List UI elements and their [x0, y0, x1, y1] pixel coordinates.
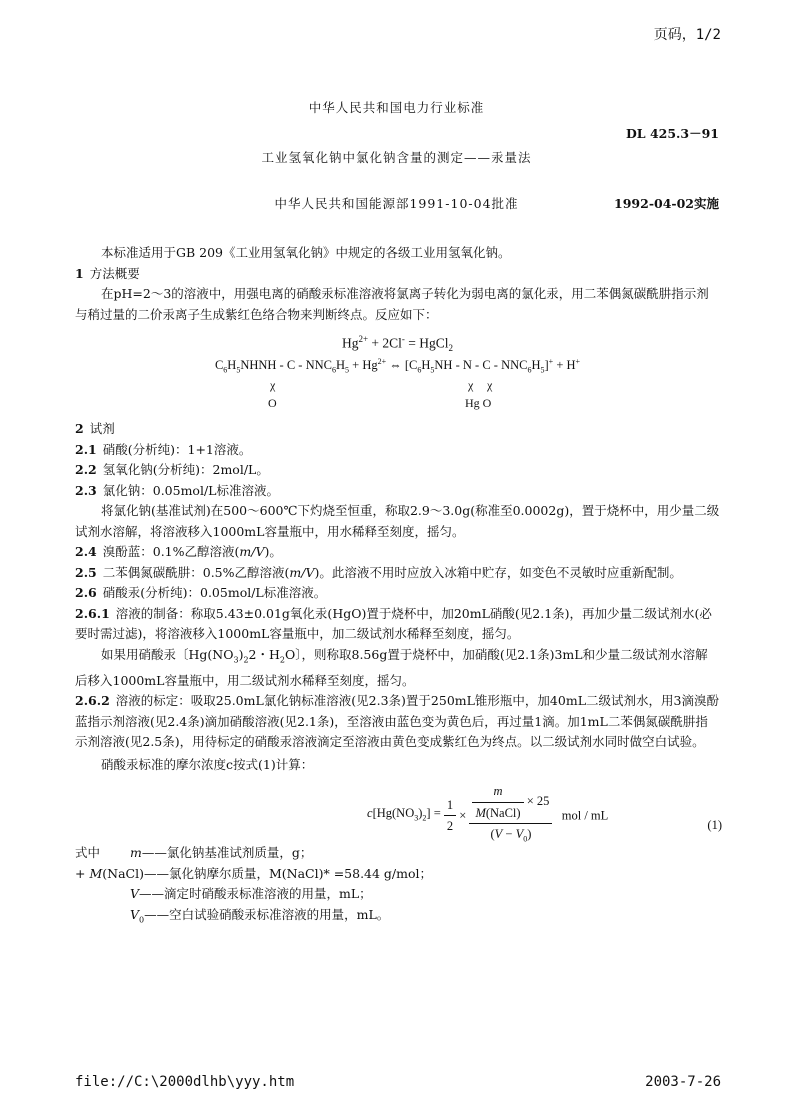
approval-line: 中华人民共和国能源部1991-10-04批准 — [274, 196, 519, 211]
effective-date: 1992-04-02实施 — [614, 196, 719, 211]
reaction-equation-2: $C_6H_5NHNH - C - NNC_6H_5 + Hg^{2+}$ ⇔ $[C_6H_5NH - N - C - NNC_6H_5]^+ + H^+$ — [214, 357, 581, 375]
definition-V0: $V_0——$空白试验硝酸汞标准溶液的用量，mL。 — [130, 906, 390, 924]
document-body — [75, 243, 720, 931]
section-2-heading — [75, 419, 720, 440]
standard-org: 中华人民共和国电力行业标准 — [308, 100, 485, 115]
file-path: file://C:\2000dlhb\yyy.htm — [75, 1074, 295, 1090]
method-summary: 在pH=2～3的溶液中，用强电离的硝酸汞标准溶液将氯离子转化为弱电离的氯化汞，用二苯偶氮碳酰肼指示剂与稍过量的二价汞离子生成紫红色络合物来判断终点。反应如下： — [75, 286, 709, 322]
section-title: 试剂 — [89, 421, 115, 436]
item-number: 2.5 — [75, 564, 97, 580]
item-number: 2.6.1 — [75, 605, 110, 621]
section-title: 方法概要 — [89, 265, 140, 281]
item-2-3-text: 将氯化钠(基准试剂)在500～600℃下灼烧至恒重，称取2.9～3.0g(称准至0.0002g)，置于烧杯中，用少量二级试剂水溶解，将溶液移入1000mL容量瓶中，用水稀释至刻度，摇匀。 — [75, 503, 720, 539]
print-date: 2003-7-26 — [645, 1074, 721, 1090]
definition-m: 式中 m——氯化钠基准试剂质量，g； — [75, 845, 313, 860]
calc-intro: 硝酸汞标准的摩尔浓度c按式(1)计算： — [101, 756, 314, 772]
item-2-6: 2.6 硝酸汞(分析纯)：0.05mol/L标准溶液。 — [75, 585, 327, 600]
item-number: 2.2 — [75, 462, 97, 477]
item-number: 2.4 — [75, 544, 97, 559]
reaction-equation-1: $Hg^{2+} + 2Cl^-$ = HgCl$_2$ — [341, 334, 454, 354]
scope-paragraph: 本标准适用于GB 209《工业用氢氧化钠》中规定的各级工业用氢氧化钠。 — [101, 245, 511, 260]
item-2-6-2: 2.6.2 溶液的标定：吸取25.0mL氯化钠标准溶液(见2.3条)置于250mL锥形瓶中，加40mL二级试剂水，用3滴溴酚蓝指示剂溶液(见2.4条)滴加硝酸溶液(见2.1条)，至溶液由蓝色变为黄色后，再过量1滴。加1mL二苯偶氮碳酰肼指示剂溶液(见2.5条)，用待标定的硝酸汞溶液滴定至溶液由黄色变成紫红色为终点。以二级试剂水同时做空白试验。 — [75, 693, 719, 749]
section-1-heading — [75, 264, 720, 285]
document-title: 工业氢氧化钠中氯化钠含量的测定——汞量法 — [261, 150, 532, 165]
item-2-6-1-alt: 如果用硝酸汞〔$Hg(NO_3)_22$・$H_2O$〕，则称取8.56g置于烧杯中，加硝酸(见2.1条)3mL和少量二级试剂水溶解后移入1000mL容量瓶中，用二级试剂水稀释至刻度，摇匀。 — [75, 646, 708, 688]
item-number: 2.6.2 — [75, 693, 110, 708]
item-number: 2.3 — [75, 482, 97, 498]
definition-V: V——滴定时硝酸汞标准溶液的用量，mL； — [130, 886, 372, 901]
formula-1 — [75, 775, 720, 843]
formula-expression: $c[Hg(NO_3)_2]$ = $\frac{1}{2}$ × $\frac{m}{\text{M(NaCl)}}$ × 25 $(V - V_0)$ mol / mL — [367, 781, 608, 850]
definition-M: + M(NaCl)——氯化钠摩尔质量，M(NaCl)* =58.44 g/mol； — [75, 865, 433, 881]
item-2-4: 2.4 溴酚蓝：0.1%乙醇溶液(m/V)。 — [75, 544, 282, 559]
reaction-structure: χ O χ χ Hg O — [268, 378, 493, 410]
item-2-5: 2.5 二苯偶氮碳酰肼：0.5%乙醇溶液(m/V)。此溶液不用时应放入冰箱中贮存，如变色不灵敏时应重新配制。 — [75, 564, 682, 580]
item-2-1: 2.1 硝酸(分析纯)：1+1溶液。 — [75, 441, 252, 457]
page-number: 页码，1/2 — [653, 27, 721, 43]
equation-number: (1) — [707, 818, 722, 832]
section-number: 2 — [75, 421, 84, 436]
item-2-3: 2.3 氯化钠：0.05mol/L标准溶液。 — [75, 482, 279, 498]
section-number: 1 — [75, 265, 84, 281]
item-number: 2.1 — [75, 441, 97, 457]
item-2-6-1: 2.6.1 溶液的制备：称取5.43±0.01g氧化汞(HgO)置于烧杯中，加20mL硝酸(见2.1条)，再加少量二级试剂水(必要时需过滤)，将溶液移入1000mL容量瓶中，加二级试剂水稀释至刻度，摇匀。 — [75, 605, 712, 641]
item-2-2: 2.2 氢氧化钠(分析纯)：2mol/L。 — [75, 462, 269, 477]
standard-number: DL 425.3－91 — [625, 126, 719, 141]
item-number: 2.6 — [75, 585, 97, 600]
